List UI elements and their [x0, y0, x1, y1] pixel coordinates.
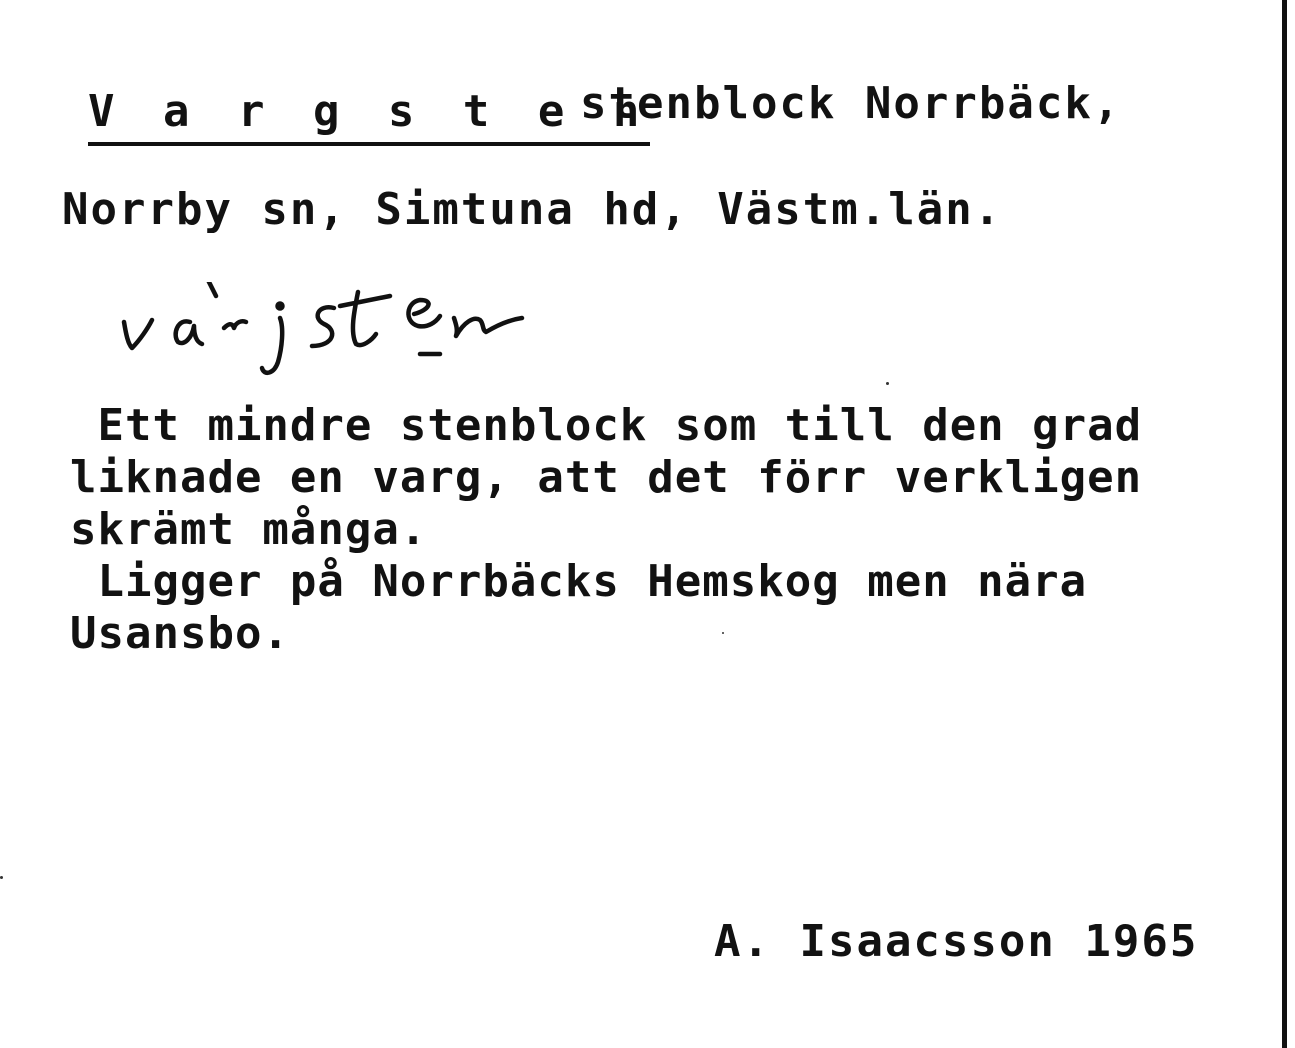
headword: V a r g s t e n	[88, 86, 650, 146]
description-line-2: liknade en varg, att det förr verkligen	[70, 452, 1143, 503]
speck	[886, 382, 889, 385]
handwritten-pronunciation	[112, 282, 572, 382]
description-line-5: Usansbo.	[70, 608, 290, 659]
description-line-3: skrämt många.	[70, 504, 428, 555]
signature: A. Isaacsson 1965	[714, 916, 1199, 967]
description-line-1: Ett mindre stenblock som till den grad	[70, 400, 1143, 451]
description-text	[70, 400, 1142, 660]
card-edge-line	[1282, 0, 1287, 1048]
speck	[0, 876, 3, 879]
heading-description: stenblock Norrbäck,	[580, 78, 1122, 129]
location-line: Norrby sn, Simtuna hd, Västm.län.	[62, 184, 1003, 235]
speck	[722, 632, 724, 634]
description-line-4: Ligger på Norrbäcks Hemskog men nära	[70, 556, 1088, 607]
